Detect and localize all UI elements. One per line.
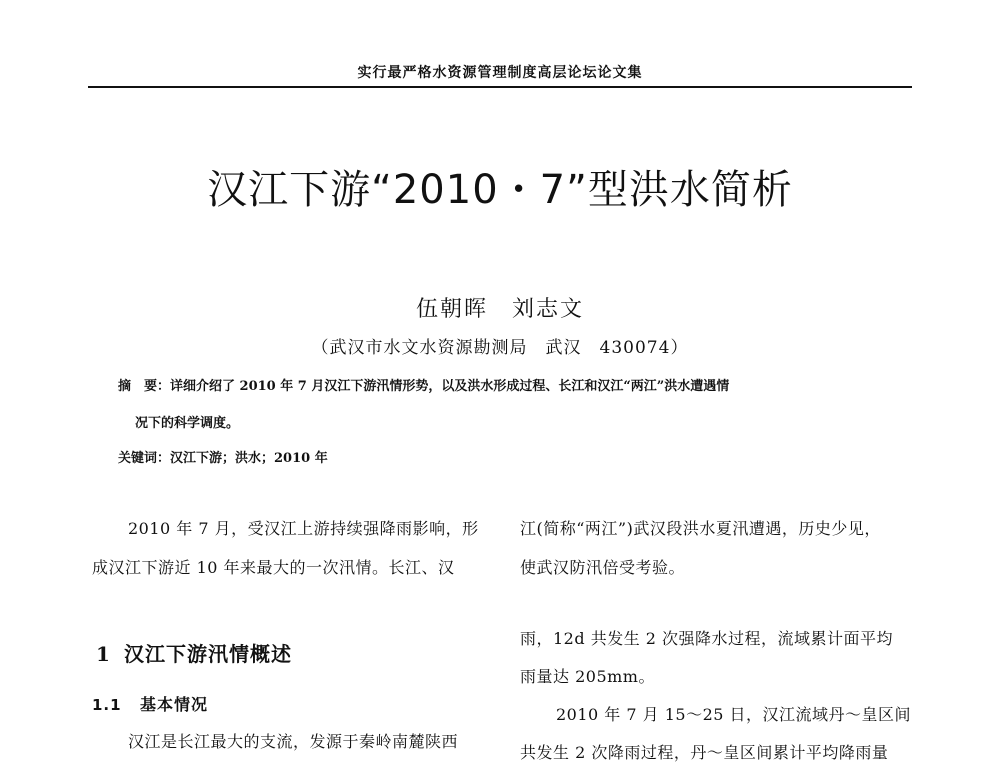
intro-line-1: 2010 年 7 月，受汉江上游持续强降雨影响，形	[128, 519, 479, 538]
right-line-6: 共发生 2 次降雨过程，丹～皇区间累计平均降雨量	[520, 743, 889, 762]
keywords: 关键词：汉江下游；洪水；2010 年	[118, 451, 328, 466]
running-header: 实行最严格水资源管理制度高层论坛论文集	[357, 65, 643, 81]
right-line-5: 2010 年 7 月 15～25 日，汉江流域丹～皇区间	[556, 705, 912, 724]
section-title: 汉江下游汛情概述	[124, 642, 292, 666]
right-line-2: 使武汉防汛倍受考验。	[520, 558, 686, 577]
paragraph-line: 汉江是长江最大的支流，发源于秦岭南麓陕西	[128, 732, 459, 751]
paper-title: 汉江下游“2010・7”型洪水简析	[207, 167, 793, 213]
section-1-heading	[96, 638, 292, 667]
abstract-line-1: 摘 要：详细介绍了 2010 年 7 月汉江下游汛情形势，以及洪水形成过程、长江和汉江“两江”洪水遭遇情	[118, 379, 730, 394]
subsection-title: 基本情况	[140, 695, 209, 714]
abstract-line-2: 况下的科学调度。	[135, 416, 240, 431]
right-line-1: 江(简称“两江”)武汉段洪水夏汛遭遇，历史少见，	[520, 519, 881, 538]
authors: 伍朝晖 刘志文	[415, 297, 584, 322]
header-rule	[88, 86, 912, 88]
affiliation: （武汉市水文水资源勘测局 武汉 430074）	[311, 338, 689, 358]
subsection-1-1-heading	[92, 692, 208, 715]
intro-line-2: 成汉江下游近 10 年来最大的一次汛情。长江、汉	[92, 558, 455, 577]
right-line-3: 雨，12d 共发生 2 次强降水过程，流域累计面平均	[520, 629, 894, 648]
subsection-number: 1.1	[92, 696, 122, 714]
section-number: 1	[96, 642, 111, 666]
right-line-4: 雨量达 205mm。	[520, 667, 655, 686]
